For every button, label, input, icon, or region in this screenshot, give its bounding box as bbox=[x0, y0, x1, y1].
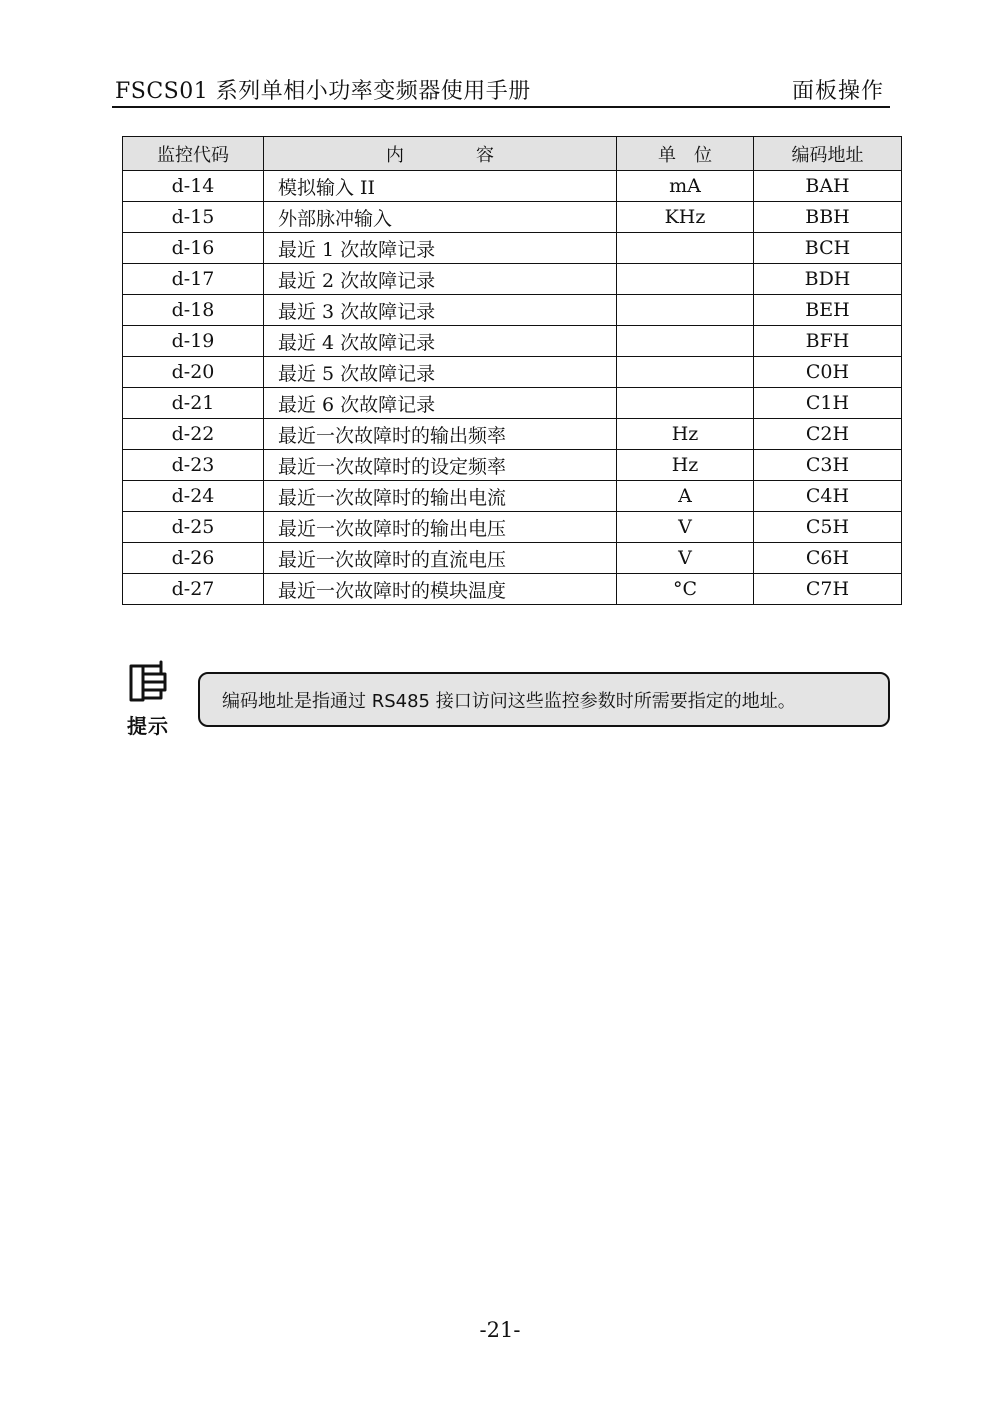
cell-unit: V bbox=[617, 543, 754, 574]
cell-address: C2H bbox=[754, 419, 902, 450]
cell-unit: A bbox=[617, 481, 754, 512]
cell-content: 最近一次故障时的输出电流 bbox=[264, 481, 617, 512]
cell-unit: Hz bbox=[617, 419, 754, 450]
tip-text: 编码地址是指通过 RS485 接口访问这些监控参数时所需要指定的地址。 bbox=[222, 690, 796, 712]
cell-content: 最近一次故障时的模块温度 bbox=[264, 574, 617, 605]
cell-code: d-23 bbox=[123, 450, 264, 481]
cell-code: d-14 bbox=[123, 171, 264, 202]
cell-code: d-19 bbox=[123, 326, 264, 357]
table-header-row bbox=[123, 137, 902, 171]
cell-content: 外部脉冲输入 bbox=[264, 202, 617, 233]
cell-content: 模拟输入 II bbox=[264, 171, 617, 202]
cell-content: 最近一次故障时的直流电压 bbox=[264, 543, 617, 574]
cell-code: d-27 bbox=[123, 574, 264, 605]
pointing-hand-icon bbox=[127, 660, 179, 706]
column-header-address: 编码地址 bbox=[754, 137, 902, 171]
cell-address: C3H bbox=[754, 450, 902, 481]
cell-code: d-25 bbox=[123, 512, 264, 543]
cell-address: C4H bbox=[754, 481, 902, 512]
cell-address: C1H bbox=[754, 388, 902, 419]
cell-unit bbox=[617, 295, 754, 326]
cell-content: 最近 2 次故障记录 bbox=[264, 264, 617, 295]
cell-address: C6H bbox=[754, 543, 902, 574]
cell-unit bbox=[617, 233, 754, 264]
tip-box bbox=[198, 672, 890, 727]
header-divider bbox=[112, 106, 890, 108]
column-header-code: 监控代码 bbox=[123, 137, 264, 171]
table-row bbox=[123, 543, 902, 574]
cell-code: d-26 bbox=[123, 543, 264, 574]
cell-address: C0H bbox=[754, 357, 902, 388]
cell-code: d-24 bbox=[123, 481, 264, 512]
cell-address: BFH bbox=[754, 326, 902, 357]
cell-content: 最近 1 次故障记录 bbox=[264, 233, 617, 264]
cell-address: C5H bbox=[754, 512, 902, 543]
cell-address: BBH bbox=[754, 202, 902, 233]
cell-content: 最近一次故障时的设定频率 bbox=[264, 450, 617, 481]
tip-label: 提示 bbox=[127, 714, 169, 738]
table-row bbox=[123, 481, 902, 512]
cell-content: 最近一次故障时的输出频率 bbox=[264, 419, 617, 450]
cell-address: BCH bbox=[754, 233, 902, 264]
table-row bbox=[123, 574, 902, 605]
monitor-parameter-table bbox=[122, 136, 902, 605]
table-row bbox=[123, 171, 902, 202]
cell-content: 最近 3 次故障记录 bbox=[264, 295, 617, 326]
cell-address: BAH bbox=[754, 171, 902, 202]
cell-content: 最近一次故障时的输出电压 bbox=[264, 512, 617, 543]
table-row bbox=[123, 295, 902, 326]
cell-unit: KHz bbox=[617, 202, 754, 233]
cell-code: d-22 bbox=[123, 419, 264, 450]
cell-address: BDH bbox=[754, 264, 902, 295]
cell-unit bbox=[617, 357, 754, 388]
cell-unit bbox=[617, 388, 754, 419]
cell-address: BEH bbox=[754, 295, 902, 326]
cell-unit bbox=[617, 326, 754, 357]
column-header-content: 内 容 bbox=[264, 137, 617, 171]
cell-code: d-16 bbox=[123, 233, 264, 264]
table-row bbox=[123, 388, 902, 419]
page-number: -21- bbox=[479, 1318, 521, 1342]
cell-content: 最近 5 次故障记录 bbox=[264, 357, 617, 388]
table-row bbox=[123, 233, 902, 264]
table-row bbox=[123, 326, 902, 357]
section-title: 面板操作 bbox=[791, 79, 884, 104]
table-row bbox=[123, 450, 902, 481]
table-row bbox=[123, 202, 902, 233]
cell-content: 最近 4 次故障记录 bbox=[264, 326, 617, 357]
table-row bbox=[123, 357, 902, 388]
cell-unit bbox=[617, 264, 754, 295]
column-header-unit: 单 位 bbox=[617, 137, 754, 171]
cell-content: 最近 6 次故障记录 bbox=[264, 388, 617, 419]
cell-code: d-20 bbox=[123, 357, 264, 388]
table-row bbox=[123, 419, 902, 450]
cell-unit: mA bbox=[617, 171, 754, 202]
cell-unit: V bbox=[617, 512, 754, 543]
table-row bbox=[123, 512, 902, 543]
cell-unit: °C bbox=[617, 574, 754, 605]
table-row bbox=[123, 264, 902, 295]
cell-code: d-17 bbox=[123, 264, 264, 295]
cell-address: C7H bbox=[754, 574, 902, 605]
cell-code: d-18 bbox=[123, 295, 264, 326]
cell-code: d-21 bbox=[123, 388, 264, 419]
cell-unit: Hz bbox=[617, 450, 754, 481]
cell-code: d-15 bbox=[123, 202, 264, 233]
manual-title: FSCS01 系列单相小功率变频器使用手册 bbox=[115, 79, 531, 104]
